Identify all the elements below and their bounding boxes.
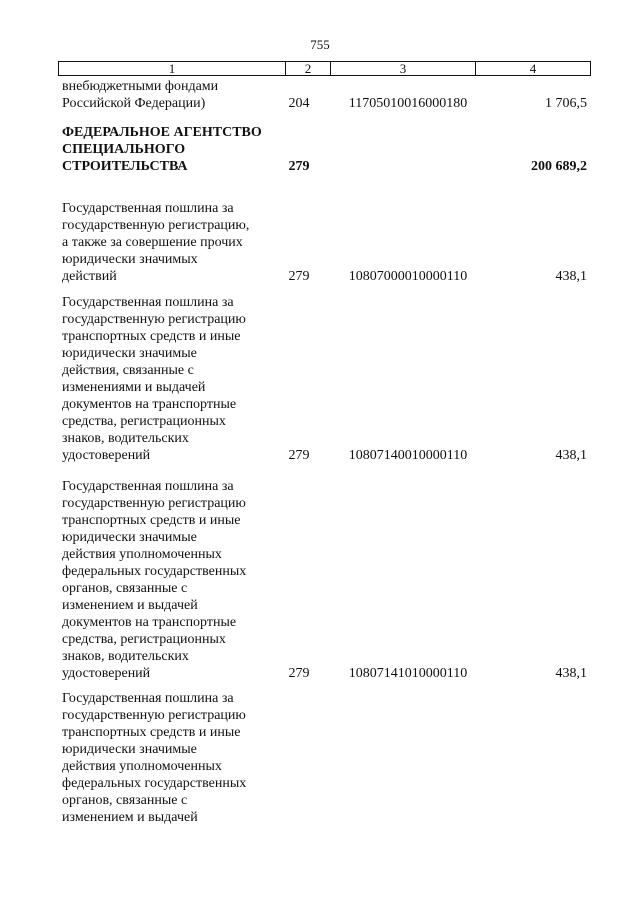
description-line: изменением и выдачей <box>62 598 198 613</box>
amount: 438,1 <box>555 448 587 463</box>
description-line: ФЕДЕРАЛЬНОЕ АГЕНТСТВО <box>62 125 262 140</box>
description-line: транспортных средств и иные <box>62 329 241 344</box>
description-line: органов, связанные с <box>62 581 188 596</box>
description-line: Государственная пошлина за <box>62 201 234 216</box>
description-line: транспортных средств и иные <box>62 513 241 528</box>
budget-code: 10807140010000110 <box>348 448 468 463</box>
description-line: а также за совершение прочих <box>62 235 243 250</box>
admin-code: 279 <box>288 269 310 284</box>
amount: 438,1 <box>555 666 587 681</box>
page-number: 755 <box>310 37 330 52</box>
column-header-2: 2 <box>286 62 331 75</box>
description-line: государственную регистрацию <box>62 496 246 511</box>
amount: 438,1 <box>555 269 587 284</box>
admin-code: 204 <box>288 96 310 111</box>
description-line: юридически значимые <box>62 530 197 545</box>
description-line: Российской Федерации) <box>62 96 206 111</box>
description-line: органов, связанные с <box>62 793 188 808</box>
budget-code: 11705010016000180 <box>348 96 468 111</box>
amount: 1 706,5 <box>545 96 587 111</box>
column-header-4: 4 <box>529 61 537 76</box>
budget-code: 10807000010000110 <box>348 269 468 284</box>
description-line: государственную регистрацию, <box>62 218 250 233</box>
description-line: средства, регистрационных <box>62 414 226 429</box>
description-line: действий <box>62 269 117 284</box>
description-line: изменениями и выдачей <box>62 380 206 395</box>
column-header-1: 1 <box>59 62 286 75</box>
description-line: юридически значимые <box>62 742 197 757</box>
description-line: Государственная пошлина за <box>62 295 234 310</box>
budget-code: 10807141010000110 <box>348 666 468 681</box>
amount: 200 689,2 <box>531 159 587 174</box>
description-line: знаков, водительских <box>62 649 189 664</box>
row-description <box>62 690 264 826</box>
admin-code: 279 <box>288 666 310 681</box>
description-line: юридически значимые <box>62 346 197 361</box>
row-description <box>62 200 264 285</box>
description-line: СПЕЦИАЛЬНОГО <box>62 142 186 157</box>
description-line: знаков, водительских <box>62 431 189 446</box>
description-line: федеральных государственных <box>62 776 247 791</box>
description-line: Государственная пошлина за <box>62 691 234 706</box>
row-description <box>62 124 264 175</box>
admin-code: 279 <box>288 159 310 174</box>
description-line: государственную регистрацию <box>62 312 246 327</box>
description-line: федеральных государственных <box>62 564 247 579</box>
description-line: изменением и выдачей <box>62 810 198 825</box>
column-header-3: 3 <box>331 62 476 75</box>
description-line: действия уполномоченных <box>62 547 222 562</box>
description-line: действия, связанные с <box>62 363 194 378</box>
description-line: документов на транспортные <box>62 397 237 412</box>
column-header-row <box>58 61 591 76</box>
description-line: удостоверений <box>62 666 151 681</box>
description-line: внебюджетными фондами <box>62 79 219 94</box>
description-line: средства, регистрационных <box>62 632 226 647</box>
description-line: Государственная пошлина за <box>62 479 234 494</box>
row-description <box>62 294 264 464</box>
description-line: государственную регистрацию <box>62 708 246 723</box>
description-line: СТРОИТЕЛЬСТВА <box>62 159 188 174</box>
description-line: документов на транспортные <box>62 615 237 630</box>
description-line: юридически значимых <box>62 252 198 267</box>
row-description <box>62 478 264 682</box>
admin-code: 279 <box>288 448 310 463</box>
description-line: действия уполномоченных <box>62 759 222 774</box>
row-description <box>62 78 264 112</box>
description-line: удостоверений <box>62 448 151 463</box>
description-line: транспортных средств и иные <box>62 725 241 740</box>
